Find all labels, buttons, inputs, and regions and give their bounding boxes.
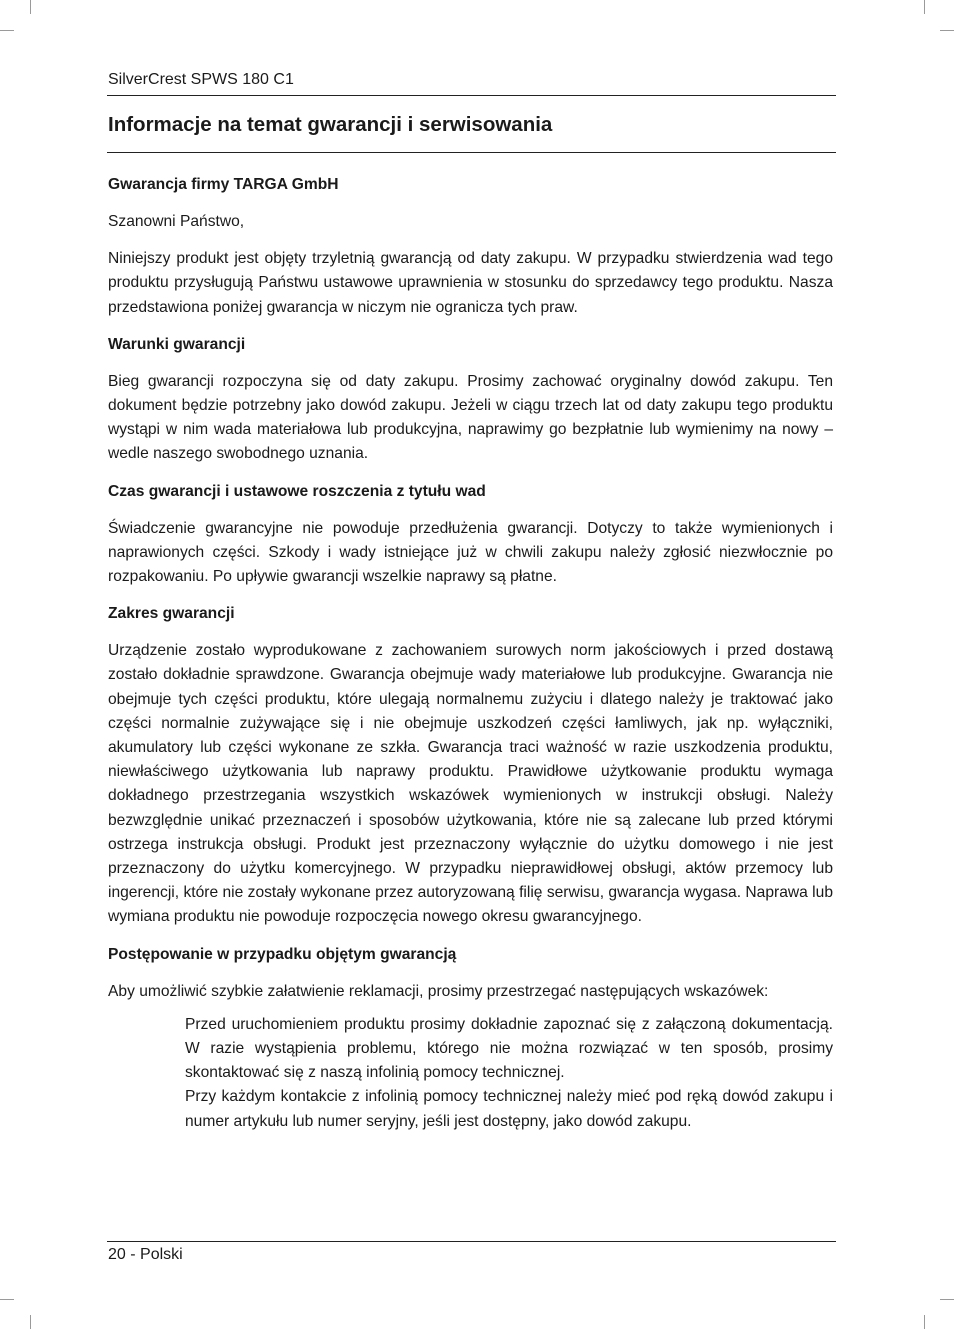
- list-item: Przed uruchomieniem produktu prosimy dokładnie zapoznać się z załączoną dokumentacją. W razie wystąpienia problemu, którego nie można rozwiązać w ten sposób, prosimy skontaktować się z naszą infolinią pomocy technicznej.: [185, 1015, 833, 1082]
- crop-mark: [30, 1315, 31, 1329]
- crop-mark: [0, 30, 14, 31]
- section-heading: Warunki gwarancji: [108, 335, 246, 353]
- paragraph: Niniejszy produkt jest objęty trzyletnią gwarancją od daty zakupu. W przypadku stwierdzenia wad tego produktu przysługują Państwu ustawowe uprawnienia w stosunku do sprzedawcy tego produktu. Nasza przedstawiona poniżej gwarancja w niczym nie ogranicza tych praw.: [108, 250, 833, 316]
- salutation: Szanowni Państwo,: [108, 213, 245, 230]
- document-body: [108, 173, 833, 1134]
- paragraph: Aby umożliwić szybkie załatwienie reklamacji, prosimy przestrzegać następujących wskazówek:: [108, 982, 769, 1000]
- running-header: SilverCrest SPWS 180 C1: [108, 71, 294, 88]
- paragraph: Bieg gwarancji rozpoczyna się od daty zakupu. Prosimy zachować oryginalny dowód zakupu. Ten dokument będzie potrzebny jako dowód zakupu. Jeżeli w ciągu trzech lat od daty zakupu tego produktu wystąpi w nim wada materiałowa lub produkcyjna, naprawimy go bezpłatnie lub wymienimy na nowy – wedle naszego swobodnego uznania.: [108, 372, 833, 463]
- crop-mark: [30, 0, 31, 14]
- crop-mark: [940, 30, 954, 31]
- crop-mark: [924, 1315, 925, 1329]
- crop-mark: [924, 0, 925, 14]
- crop-mark: [0, 1299, 14, 1300]
- footer-rule: [107, 1241, 836, 1242]
- instruction-list: [108, 1013, 833, 1134]
- section-heading: Gwarancja firmy TARGA GmbH: [108, 176, 339, 193]
- list-item: Przy każdym kontakcie z infolinią pomocy technicznej należy mieć pod ręką dowód zakupu i numer artykułu lub numer seryjny, jeśli jest dostępny, jako dowód zakupu.: [185, 1088, 833, 1130]
- header-rule: [107, 95, 836, 96]
- section-heading: Zakres gwarancji: [108, 605, 235, 623]
- title-rule: [107, 152, 836, 153]
- section-heading: Postępowanie w przypadku objętym gwarancją: [108, 945, 457, 963]
- page-number: 20 - Polski: [108, 1246, 183, 1263]
- paragraph: Świadczenie gwarancyjne nie powoduje przedłużenia gwarancji. Dotyczy to także wymienionych i naprawionych części. Szkody i wady istniejące już w chwili zakupu należy zgłosić niezwłocznie po rozpakowaniu. Po upływie gwarancji wszelkie naprawy są płatne.: [108, 519, 833, 586]
- paragraph: Urządzenie zostało wyprodukowane z zachowaniem surowych norm jakościowych i przed dostawą zostało dokładnie sprawdzone. Gwarancja obejmuje wady materiałowe lub produkcyjne. Gwarancja nie obejmuje tych części produktu, które ulegają normalnemu zużyciu i dlatego należy je traktować jako części normalnie zużywające się i nie obejmuje uszkodzeń części łamliwych, jak np. wyłączniki, akumulatory lub części wykonane ze szkła. Gwarancja traci ważność w razie uszkodzenia produktu, niewłaściwego użytkowania lub naprawy produktu. Prawidłowe użytkowanie produktu wymaga dokładnego przestrzegania wszystkich wskazówek wymienionych w instrukcji obsługi. Należy bezwzględnie unikać przeznaczeń i sposobów użytkowania, które nie są zalecane lub przed którymi ostrzega instrukcja obsługi. Produkt jest przeznaczony wyłącznie do użytku domowego i nie jest przeznaczony do użytku komercyjnego. W przypadku nieprawidłowej obsługi, aktów przemocy lub ingerencji, które nie zostały wykonane przez autoryzowaną filię serwisu, gwarancja wygasa. Naprawa lub wymiana produktu nie powoduje rozpoczęcia nowego okresu gwarancyjnego.: [108, 642, 833, 926]
- crop-mark: [940, 1299, 954, 1300]
- page-title: Informacje na temat gwarancji i serwisowania: [108, 113, 553, 136]
- section-heading: Czas gwarancji i ustawowe roszczenia z tytułu wad: [108, 482, 486, 500]
